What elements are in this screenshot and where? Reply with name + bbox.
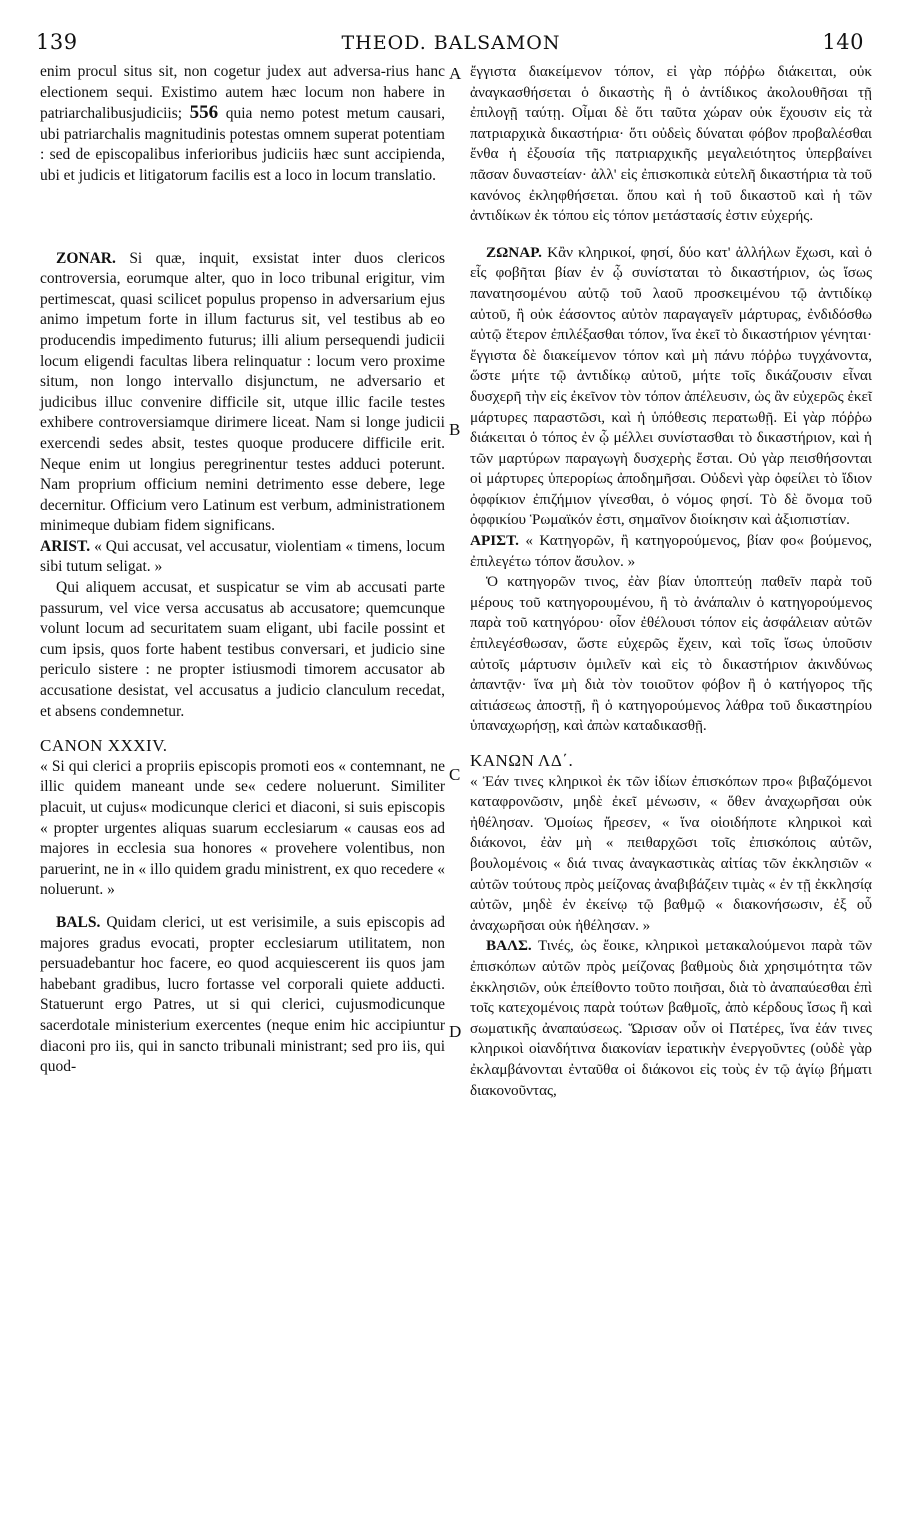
latin-bals-text: Quidam clerici, ut est verisimile, a suis episcopis ad majores gradus evocati, propter ecclesiarum utilitatem, non persuadebantur hoc facere, eo quod acquiescerent iis quos jam habebant gradibus, lucro fortasse vel corporali quiete adducti. Statuerunt ergo Patres, ut si qui clerici, cujusmodicunque sacerdotale ministerium exercentes (neque enim hic accipiuntur diaconi pro iis, qui in sancto tribunali ministrant; sed pro iis, qui quod- [40,913,446,1076]
greek-zonar-text: Κἂν κληρικοί, φησί, δύο κατ' ἀλλήλων ἔχωσι, καὶ ὁ εἷς φοβῆται βίαν ἐν ᾧ συνίσταται τὸ δικαστήριον, ὡς ἴσως πανατησομένου αὐτῷ τοῦ λαοῦ προσκειμένου τῷ ἀντιδίκῳ αὐτοῦ, ἢ οὐκ ἐάσοντος αὐτὸν παραγαγεῖν μάρτυρας, ἐνδιδόσθω αὐτῷ ἕτερον ἐπιλέξασθαι τόπον, ἵνα ἐκεῖ τὸ δικαστήριον γένηται· ἔγγιστα δὲ διακείμενον τόπον καὶ μὴ πάνυ πόῤῥω τυγχάνοντα, ὥστε μήτε τῷ ἀντιδίκῳ αὐτοῦ, μήτε τοῖς δικάζουσιν εἶναι δυσχερῆ τὴν εἰς ἐκεῖνον τὸν τόπον ἀπέλευσιν, ὡς ἂν εὐχερῶς ἐκεῖ μάρτυρες παραστῶσι, καὶ ἡ ὑπόθεσις περατωθῇ. Εἰ γὰρ πόῤῥω διάκειται ὁ τόπος ἐν ᾧ μέλλει συνίστασθαι τὸ δικαστήριον, καὶ ἡ τῶν μαρτύρων παραγωγὴ δυσχερὴς ἔσται. Οὐ γὰρ πεισθήσονται οἱ μάρτυρες ὑπερορίως ἀποδημῆσαι. Οὐδενὶ γὰρ ὀφείλει τὸ ἴδιον ὀφφίκιον ἐπιζήμιον γίνεσθαι, ὁ νόμος φησί. Τὸ δὲ ὄνομα τοῦ ὀφφικίου Ῥωμαϊκόν ἐστι, σημαῖνον διοίκησιν καὶ ἀξιοπιστίαν. [470,243,873,529]
latin-bals-paragraph [40,913,445,1078]
latin-intro [40,62,445,187]
greek-arist-quote: « Κατηγορῶν, ἢ κατηγορούμενος, βίαν φο« βούμενος, ἐπιλεγέτω τόπον ἄσυλον. » [470,532,873,570]
latin-zonar-paragraph [40,249,445,537]
greek-arist-label: ΑΡΙΣΤ. [470,532,519,550]
page-header [32,30,870,58]
latin-intro-text-b: quia nemo potest metum causari, ubi patriarchalis magnitudinis potestas omnem superat potentiam : sed de episcopalibus inferioribus judiciis hæc sunt accipienda, ubi et judicis et litigatorum facilis est a loco in locum translatio. [40,105,446,184]
greek-bals-label: ΒΑΛΣ. [486,937,532,955]
margin-letter-d: D [449,1022,462,1041]
margin-letter-b: B [449,420,461,439]
page-number-right: 140 [822,30,864,54]
latin-canon-title: CANON XXXIV. [40,736,168,756]
greek-canon-text: « Ἐάν τινες κληρικοὶ ἐκ τῶν ἰδίων ἐπισκόπων προ« βιβαζόμενοι καταφρονῶσιν, μηδὲ ἐκεῖ μένωσιν, « ὅθεν ἀναχωρῆσαι οὐκ ἠθέλησαν. Ὁμοίως ἤρεσεν, « ἵνα οἱοιδήποτε κληρικοὶ καὶ διάκονοι, ἐὰν μὴ « πειθαρχῶσι τοῖς ἐπισκόποις αὐτῶν, βουλομένοις « διά τινας ἀναγκαστικὰς αἰτίας τῶν ἐκκλησιῶν « αὐτῶν τούτους πρὸς μείζονας ἀναβιβάζειν τιμὰς « ἐν τῇ ἐκκλησίᾳ αὐτῶν, μηδὲ ἐν ἐκείνῳ τῷ βαθμῷ « διακονήσωσιν, ἐξ οὗ ἀναχωρῆσαι οὐκ ἠθέλησαν. » [470,772,872,934]
greek-intro: ἔγγιστα διακείμενον τόπον, εἰ γὰρ πόῤῥω διάκειται, οὐκ ἀναγκασθήσεται ὁ δικαστὴς ἢ ὁ ἀντίδικος ἀκολουθῆσαι τῇ ἐπιλογῇ ταύτῃ. Οἶμαι δὲ ὅτι ταῦτα χώραν οὐκ ἔχουσιν εἰς τὰ πατριαρχικὰ δικαστήρια· ὅτι οὐδεὶς δύναται φόβον προβαλέσθαι ἔνθα ἡ ἐξουσία τῆς πατριαρχικῆς μεγαλειότητος ὑπερβαίνει πᾶσαν δυναστείαν· ἀλλ' εἰς ἐπισκοπικὰ εὐτελῆ δικαστήρια τὰ τοῦ κανόνος ἐκληφθήσεται. ὅπου καὶ ἡ τοῦ δικαστοῦ καὶ ἡ τῶν ἀντιδίκων ἐκ τόπου εἰς τόπον μετάστασίς ἐστιν εὐχερής. [470,63,872,225]
latin-zonar-label: ZONAR. [56,249,116,267]
latin-arist-label: ARIST. [40,537,91,555]
latin-arist-quote: « Qui accusat, vel accusatur, violentiam « timens, locum sibi tutum seligat. » [40,537,445,576]
running-title: THEOD. BALSAMON [341,32,561,54]
greek-bals-paragraph [470,936,872,1101]
greek-arist-quote-paragraph [470,531,872,572]
greek-column [470,62,872,1101]
greek-zonar-label: ΖΩΝΑΡ. [486,243,542,261]
latin-column [40,62,445,1078]
latin-canon-text: « Si qui clerici a propriis episcopis promoti eos « contemnant, ne illic quidem maneant unde se« cedere noluerunt. Similiter placuit, ut cujus« modicunque clerici et diaconi, si suis episcopis « propter urgentes aliquas suarum ecclesiarum « causas eos ad majores in ecclesia sua honores « provehere volentibus, non paruerint, ne in « illo quidem gradu ministrent, ex quo recedere « noluerunt. » [40,757,445,899]
latin-arist-quote-paragraph [40,537,445,578]
inline-page-number: 556 [189,102,219,124]
margin-letter-a: A [449,64,462,83]
latin-intro-text-a: enim procul situs sit, non cogetur judex aut adversa-rius hanc electionem sequi. Existimo autem hæc locum non habere in patriarchalibusjudiciis; [40,63,445,123]
greek-zonar-paragraph [470,243,872,531]
latin-zonar-text: Si quæ, inquit, exsistat inter duos clericos controversia, eorumque alter, quo in loco tribunal erigitur, vim pertimescat, quasi scilicet populus propenso in adversarium ejus animo impetum forte in illum facturus sit, vel testibus ab eo producendis impedimento futurus; illi alium persequendi judicii locum eligendi facultas libera relinquatur : locum vero proxime situm, non longo intervallo disjunctum, ne adversario et judicibus illuc convenire difficile sit, utque illic facile testes exhibere controversiamque dirimere liceat. Nam si longe judicii exercendi sedes absit, testes quoque producere difficile erit. Neque enim ut longius peregrinentur testes adduci poterunt. Nam proprium officium nemini detrimento esse debere, lege decernitur. Officium vero Latinum est verbum, administrationem minimeque dubiam fidem significans. [40,249,446,535]
margin-letter-c: C [449,765,461,784]
greek-canon-title: ΚΑΝΩΝ ΛΔ΄. [470,751,574,770]
greek-bals-text: Τινές, ὡς ἔοικε, κληρικοὶ μετακαλούμενοι παρὰ τῶν ἐπισκόπων αὐτῶν πρὸς μείζονας βαθμοὺς διὰ χρησιμότητα τῶν ἐκκλησιῶν, οὐκ ἐπείθοντο τοῦτο ποιῆσαι, διὰ τὸ ἀναπαύεσθαι ἐπὶ τοῖς κατεχομένοις παρὰ τούτων βαθμοῖς, ἀπὸ κέρδους ἴσως ἢ καὶ σωματικῆς ἀναπαύσεως. Ὥρισαν οὖν οἱ Πατέρες, ἵνα ἐάν τινες κληρικοὶ οἱανδήτινα διακονίαν ἱερατικὴν ἐνεργοῦντες (οὐδὲ γὰρ ἐκλαμβάνονται ἐνταῦθα οἱ διάκονοι εἰς τοὺς ἐν τῷ ἁγίῳ βήματι διακονοῦντας, [470,937,872,1099]
latin-bals-label: BALS. [56,913,101,931]
page-number-left: 139 [36,30,78,54]
latin-arist-text: Qui aliquem accusat, et suspicatur se vim ab accusati parte passurum, vel vice versa accusatus ab accusatore; quemcunque volunt locum ad securitatem suam eligant, ubi facile possint et cum ipsis, quos forte habent testibus conversari, et judicio sine periculo sistere : ne propter istiusmodi timorem accusator ab accusatione desistat, vel accusatus a judicio clanculum recedat, et absens condemnetur. [40,579,445,720]
greek-arist-text: Ὁ κατηγορῶν τινος, ἐὰν βίαν ὑποπτεύῃ παθεῖν παρὰ τοῦ μέρους τοῦ κατηγορουμένου, ἢ τὸ ἀνάπαλιν ὁ κατηγορούμενος παρὰ τοῦ κατηγόρου· οἷον ἐθέλουσι τόπον εἰς ἀσφάλειαν αὐτῶν ἐπιλεγέσθωσαν, ὥστε εὐχερῶς ἔχειν, καὶ τοῖς ἴσως ὑποῦσιν αὐτοῖς μάρτυσιν ὁμιλεῖν καὶ εἰς τὸ δικαστήριον ἀκινδύνως ἀπαντᾷν· ἵνα μὴ διὰ τὸν τοιοῦτον φόβον ἢ ὁ κατήγορος τῆς αἰτιάσεως ἀποστῇ, ἢ ὁ κατηγορούμενος λάθρα τοῦ δικαστηρίου ὑπαναχωρήσῃ, καὶ ἀπὼν καταδικασθῇ. [470,573,872,735]
